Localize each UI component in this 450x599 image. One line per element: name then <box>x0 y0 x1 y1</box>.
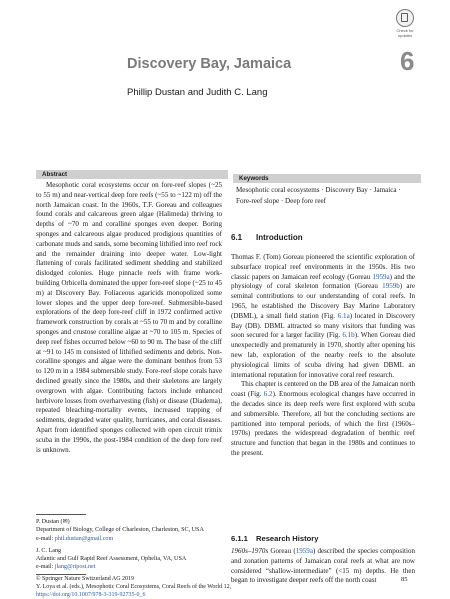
affil-lang-email-line: e-mail: jlang@riposi.net <box>36 564 96 571</box>
subsection-heading-research-history <box>231 534 318 543</box>
affil-dustan-name: P. Dustan (✉) <box>36 519 70 525</box>
figure-link[interactable]: 6.2 <box>263 390 273 399</box>
abstract-text: Mesophotic coral ecosystems occur on fore-reef slopes (~25 to 55 m) and near-vertical deep fore reefs (~55 to ~122 m) off the north Jamaican coast. In the 1960s, T.F. Goreau and colleagues found corals and calcareous green algae (Halimeda) thriving to depths of ~70 m and coralline sponges even deeper. Boring sponges and calcareous algae produced prodigious quantities of carbonate muds and sands, some becoming lithified into reef rock and the remainder draining into deeper water. Low-light flattening of corals facilitated sediment shedding and stabilized dislodged colonies. Huge pinnacle reefs with frame work-building Orbicella dominated the upper fore-reef slope (~25 to 45 m) at Discovery Bay. Foliaceous agaricids monopolized some lower slopes and the upper deep fore-reef. Submersible-based explorations of the deep fore-reef cliff in 1972 confirmed active framework construction by corals at ~55 to 70 m and by coralline sponges and crustose coralline algae at ~70 to 105 m. Species of deep reef fishes occurred below ~60 to 90 m. The base of the cliff at ~91 to 145 m consisted of lithified sediments and debris. Non-coralline sponges and algae were the dominant benthos from 53 to 120 m in a 1984 submersible study. Fore-reef slope corals have declined greatly since the 1980s, and their skeletons are largely overgrown with algae. Contributing factors include enhanced herbivore losses from overharvesting (fish) or disease (Diadema), repeated bleaching-mortality events, increased trapping of sediments, degraded water quality, hurricanes, and coral diseases. Apart from identified sponges collected with open circuit trimix scuba in the 1990s, the post-1984 condition of the deep fore reef is unknown. <box>36 181 222 454</box>
subsection-number: 6.1.1 <box>231 534 248 543</box>
author-affiliations <box>36 518 226 572</box>
authors: Phillip Dustan and Judith C. Lang <box>127 87 268 98</box>
footer <box>36 576 286 599</box>
introduction-body <box>231 253 415 459</box>
book-citation: Y. Loya et al. (eds.), Mesophotic Coral Ecosystems, Coral Reefs of the World 12, <box>36 583 232 590</box>
figure-link[interactable]: 6.1b <box>342 331 355 340</box>
citation-link[interactable]: 1959a <box>295 547 313 555</box>
abstract-label: Abstract <box>36 170 228 179</box>
affil-dustan-email-line: e-mail: phil.dustan@gmail.com <box>36 535 114 542</box>
affiliation-divider <box>36 514 86 515</box>
badge-text: Check for updates <box>396 28 414 38</box>
citation-link[interactable]: 1959a <box>372 272 390 281</box>
page-number: 85 <box>401 576 408 583</box>
footer-divider <box>36 574 86 575</box>
copyright: © Springer Nature Switzerland AG 2019 <box>36 576 135 582</box>
research-history-paragraph: 1960s–1970s Goreau (1959a) described the species composition and zonation patterns of Jamaican coral reefs at what are now considered “shallow-intermediate” (<15 m) depths. He then began to investigate deeper reefs off the north coast <box>231 547 415 585</box>
chapter-number: 6 <box>400 46 415 76</box>
subsection-title: Research History <box>256 534 319 543</box>
keywords-label: Keywords <box>233 174 421 183</box>
affil-lang-name: J. C. Lang <box>36 547 62 554</box>
doi-link[interactable]: https://doi.org/10.1007/978-3-319-92735-0_6 <box>36 591 146 598</box>
email-link[interactable]: jlang@riposi.net <box>54 564 96 571</box>
affil-lang-org: Atlantic and Gulf Rapid Reef Assessment, Ophelia, VA, USA <box>36 556 187 563</box>
chapter-title: Discovery Bay, Jamaica <box>127 56 292 72</box>
section-heading-introduction <box>231 233 303 242</box>
citation-link[interactable]: 1959b <box>382 282 400 291</box>
update-check-icon <box>396 9 414 27</box>
section-number: 6.1 <box>231 233 243 242</box>
keywords-text: Mesophotic coral ecosystems · Discovery Bay · Jamaica · Fore-reef slope · Deep fore reef <box>236 186 401 205</box>
figure-link[interactable]: 6.1a <box>337 311 350 320</box>
intro-paragraph-1: Thomas F. (Tom) Goreau pioneered the scientific exploration of subsurface tropical reef environments in the 1950s. His two classic papers on Jamaican reef ecology (Goreau 1959a) and the physiology of coral skeleton formation (Goreau 1959b) are seminal contributions to our understanding of coral reefs. In 1965, he established the Discovery Bay Marine Laboratory (DBML), a small field station (Fig. 6.1a) located in Discovery Bay (DB). DBML attracted so many visitors that funding was soon secured for a larger facility (Fig. 6.1b). When Goreau died unexpectedly and prematurely in 1970, shortly after opening his new lab, exploration of the nearby reefs to the absolute physiological limits of scuba diving had given DBML an international reputation for innovative coral reef research. <box>231 253 416 379</box>
intro-paragraph-2: This chapter is centered on the DB area of the Jamaican north coast (Fig. 6.2). Enormous ecological changes have occurred in the decades since its deep reefs were first explored with scuba and submersible. Therefore, all but the concluding sections are partitioned into temporal periods, of which the first (1960s–1970s) predates the widespread degradation of benthic reef structure and function that began in the 1980s and continues to the present. <box>231 380 415 457</box>
check-for-updates-badge[interactable] <box>390 9 420 43</box>
section-title: Introduction <box>256 233 303 242</box>
email-link[interactable]: phil.dustan@gmail.com <box>54 535 114 542</box>
period-label: 1960s–1970s <box>231 547 269 555</box>
affil-dustan-dept: Department of Biology, College of Charleston, Charleston, SC, USA <box>36 527 204 534</box>
